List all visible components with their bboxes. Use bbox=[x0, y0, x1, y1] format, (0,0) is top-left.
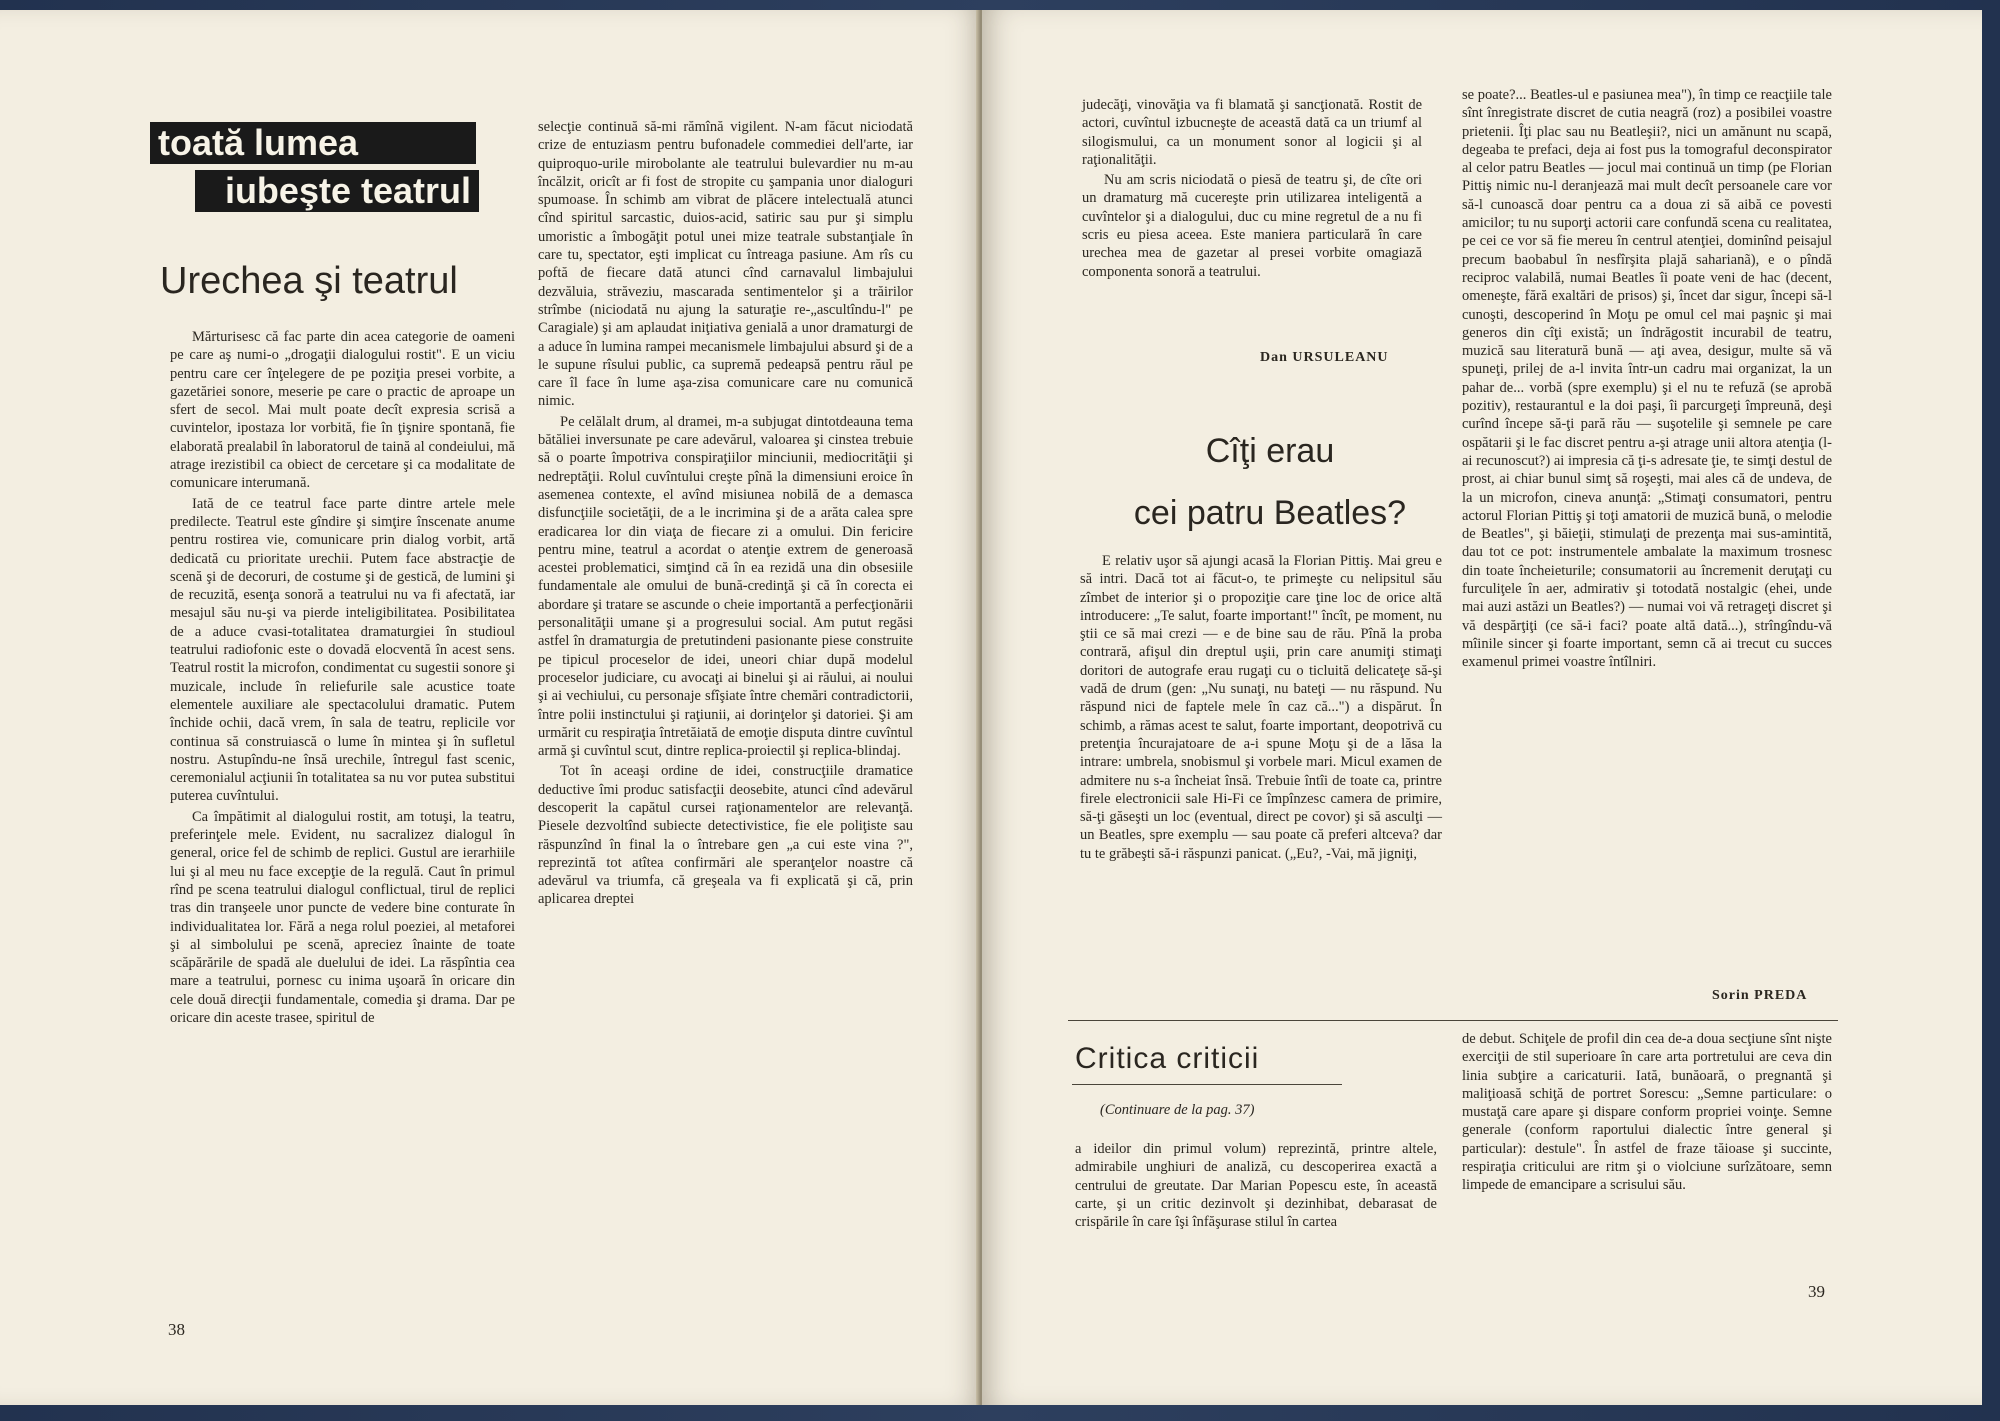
page-number-left: 38 bbox=[168, 1320, 185, 1339]
paragraph: E relativ uşor să ajungi acasă la Florian Pittiş. Mai greu e să intri. Dacă tot ai făcut-o, te primeşte cu nelipsitul său zîmbet de interior şi o propoziţie care ţine loc de orice altă introducere: „Te salut, foarte important!" încît, pe moment, nu ştii ce să mai crezi — e de bine sau de rău. Pînă la proba contrară, afişul din dreptul uşii, prin care anumiţi stimaţi doritori de autografe erau rugaţi cu o ticluită delicateţe să-şi vadă de drum (gen: „Nu sunaţi, nu bateţi — nu răspund. Nu răspund nici de faptele mele în caz că...") a dispărut. În schimb, a rămas acest te salut, foarte important, deopotrivă cu pretenţia încurajatoare de a-i spune Moţu şi de a lăsa la intrare: umbrela, snobismul şi vorbele mari. Micul examen de admitere nu s-a încheiat însă. Trebuie întîi de toate ca, printre firele electronicii sale Hi-Fi ce împînzesc camera de primire, să-ţi găseşti un loc (eventual, direct pe covor) şi să asculţi — un Beatles, spre exemplu — sau poate că preferi altceva? dar tu te grăbeşti să-i răspunzi panicat. („Eu?, -Vai, mă jigniţi, bbox=[1080, 553, 1442, 862]
continuation-note: (Continuare de la pag. 37) bbox=[1100, 1102, 1255, 1118]
right-column-2-critica bbox=[1462, 1030, 1832, 1195]
paragraph: Ca împătimit al dialogului rostit, am totuşi, la teatru, preferinţele mele. Evident, nu sacralizez dialogul în general, orice fel de schimb de replici. Gustul are ierarhiile lui şi al meu nu face excepţie de la regulă. Caut în primul rînd pe scena teatrului dialogul conflictual, tirul de replici tras din tranşeele unor puncte de vedere bine conturate în individualitatea lor. Fără a nega rolul poeziei, al metaforei şi al simbolului pe scenă, apreciez înainte de toate scăpărările de spadă ale duelului de idei. La răspîntia cea mare a teatrului, pornesc cu inima uşoară în oricare din cele două direcţii fundamentale, comedia şi drama. Dar pe oricare din aceste trasee, spiritul de bbox=[170, 808, 515, 1026]
paragraph: de debut. Schiţele de profil din cea de-a doua secţiune sînt nişte exerciţii de stil superioare în care arta portretului are ceva din linia subţire a caricaturii. Iată, bunăoară, o pregnantă şi maliţioasă schiţă de portret Sorescu: „Semne particulare: o mustaţă care apare şi dispare conform propriei voinţe. Semne generale (conform raportului dialectic între general şi particular): destule". În astfel de fraze tăioase şi succinte, respiraţia criticului are ritm şi o violciune surîzătoare, semn limpede de emancipare a scrisului său. bbox=[1462, 1031, 1832, 1194]
paragraph: se poate?... Beatles-ul e pasiunea mea"), în timp ce reacţiile tale sînt înregistrate discret de cutia neagră (roz) a posibilei voastre prietenii. Îţi plac sau nu Beatleşii?, nici un amănunt nu scapă, degeaba te prefaci, deja ai fost pus la tomograful deconspirator al celor patru Beatles — jocul mai continuă un timp (pe Florian Pittiş nimic nu-l deranjează mai mult decît persoanele care vor să-l cunoască doar pentru ca a doua zi să aibă ce povesti amicilor; tu nu suporţi actorii care confundă scena cu realitatea, pe cei ce vor să fie mereu în centrul atenţiei, dominînd peisajul precum baobabul în nesfîrşita plajă saharianã), e o pîndă reciproc valabilă, numai Beatles îi poate veni de hac (decent, omeneşte, fără exaltări de prisos) şi, încet dar sigur, începi să-l cunoşti, descoperind în Moţu pe omul cel mai paşnic şi mai generos din cîţi există; un îndrăgostit incurabil de teatru, muzică sau literatură bună — aţi avea, desigur, multe să vă spuneţi, prilej de a-l invita într-un cadru mai organizat, la un pahar de... vorbă (spre exemplu) şi el nu te refuză (se aprobă pozitiv), restaurantul e la doi paşi, îi parcurgeţi împreună, deşi curînd începe să-ţi pară rău — suşotelile şi semnele pe care ospătarii şi le fac discret pentru a-şi atrage unii altora atenţia (l-ai recunoscut?) ai impresia că ţi-s adresate ţie, te simţi destul de prost, ai chiar bunul simţ să roşeşti, mai ales că de undeva, de la un microfon, cineva anunţă: „Stimaţi consumatori, pentru actorul Florian Pittiş şi toţi amatorii de muzică bună, o melodie de Beatles", şi băieţii, stimulaţi de prezenţa mai sus-amintită, dau tot ce pot: instrumentele ambalate la maximum trosnesc din toate încheieturile; consumatorii au încremenit deruţaţi cu furculiţele în aer, admirativ şi totodată nostalgic (ehei, unde mai auzi astăzi un Beatles?) — numai voi vă retrageţi discret şi vă despărţiţi (ce să-i faci? poate altă dată...), strîngîndu-vă mîinile sincer şi foarte important, semn că ai trecut cu succes examenul primei voastre întîlniri. bbox=[1462, 87, 1832, 671]
beatles-article-title bbox=[1070, 420, 1470, 544]
banner-line-1: toată lumea bbox=[150, 122, 476, 164]
left-page bbox=[0, 10, 980, 1405]
paragraph: Pe celălalt drum, al dramei, m-a subjugat dintotdeauna tema bătăliei inversunate pe care adevărul, valoarea şi cinstea trebuie să o poarte împotriva conspiraţiilor minciunii, mediocrităţii şi nedreptăţii. Rolul cuvîntului creşte pînă la dimensiuni eroice în asemenea contexte, el avînd misiunea nobilă de a demasca disfuncţiile societăţii, de a le incrimina şi de a arăta calea spre eradicarea lor din viaţa de fiecare zi a omului. Din fericire pentru mine, teatrul a acordat o atenţie extrem de generoasă acestei problematici, simţind că în ea rezidă una din obsesiile fundamentale ale omului de bună-credinţă şi că în corecta ei abordare şi tratare se ascunde o cheie importantă a perfecţionării personalităţii umane şi a progresului social. Am putut regăsi astfel în dramaturgia de pretutindeni pasionante piese construite pe tipicul proceselor de idei, uneori chiar după modelul proceselor judiciare, cu avocaţi ai binelui şi ai răului, ai noului şi ai vechiului, cu personaje sfîşiate între chemări contradictorii, între polii instinctului şi raţiunii, ai dorinţelor şi datoriei. Şi am urmărit cu respiraţia întretăiată de emoţie disputa dintre cuvîntul armă şi cuvîntul scut, dintre replica-proiectil şi replica-blindaj. bbox=[538, 413, 913, 760]
paragraph: judecăţi, vinovăţia va fi blamată şi sancţionată. Rostit de actori, cuvîntul izbucneşte de această dată ca un triumf al silogismului, ca un monument sonor al logicii şi al raţionalităţii. bbox=[1082, 97, 1422, 168]
paragraph: a ideilor din primul volum) reprezintă, printre altele, admirabile unghiuri de analiză, cu descoperirea exactă a centrului de greutate. Dar Marian Popescu este, în această carte, şi un critic dezinvolt şi dezinhibat, debarasat de crispările în care îşi înfăşurase stilul în cartea bbox=[1075, 1141, 1437, 1231]
critica-article-title: Critica criticii bbox=[1075, 1042, 1260, 1075]
page-number-right: 39 bbox=[1808, 1282, 1825, 1301]
paragraph: Iată de ce teatrul face parte dintre artele mele predilecte. Teatrul este gîndire şi simţire înscenate anume pentru rostirea vie, comunicare prin dialog vorbit, artă dedicată cu prioritate urechii. Putem face abstracţie de scenă şi de decoruri, de costume şi de gestică, de lumini şi de recuzită, esenţa sonoră a teatrului nu va fi afectată, iar mesajul său nu-şi va pierde inteligibilitatea. Posibilitatea de a aduce cvasi-totalitatea dramaturgiei în studioul teatrului radiofonic este o dovadă elocventă în acest sens. Teatrul rostit la microfon, condimentat cu sugestii sonore şi muzicale, include în reliefurile sale acustice toate elementele auxiliare ale spectacolului dramatic. Putem închide ochii, dacă vrem, în sala de teatru, replicile vor continua să construiască o lume în mintea şi în sufletul nostru. Astupîndu-ne însă urechile, întregul fast scenic, ceremonialul acţiunii în totalitatea sa nu vor putea substitui puterea cuvîntului. bbox=[170, 495, 515, 805]
paragraph: selecţie continuă să-mi rămînă vigilent. N-am făcut niciodată crize de entuziasm pentru bufonadele commediei dell'arte, iar quiproquo-urile mirobolante ale teatrului bulevardier nu m-au încălzit, oricît ar fi fost de stropite cu şampania unor dialoguri spumoase. În schimb am vibrat de plăcere intelectuală atunci cînd spiritul sarcastic, duios-acid, satiric sau pur şi simplu umoristic a îmbogăţit potul unei mize teatrale substanţiale în care tu, spectator, eşti implicat cu întreaga pasiune. Am rîs cu poftă de fiecare dată atunci cînd carnavalul limbajului dezvăluia, străveziu, mascarada sentimentelor şi a trăirilor strîmbe (niciodată nu ajung la saturaţie re-„ascultîndu-l" pe Caragiale) şi am aplaudat iniţiativa genială a unor dramaturgi de a aduce în lumina rampei mecanismele limbajului absurd şi de a le supune rîsului public, ca supremă pedeapsă pentru răul pe care îl face în lume aşa-zisa comunicare care nu comunică nimic. bbox=[538, 119, 913, 410]
beatles-title-line-2: cei patru Beatles? bbox=[1133, 494, 1407, 532]
author-signature-1: Dan URSULEANU bbox=[1260, 350, 1389, 365]
left-column-2 bbox=[538, 118, 913, 909]
paragraph: Tot în aceaşi ordine de idei, construcţiile dramatice deductive îmi produc satisfacţii deosebite, atunci cînd adevărul descoperit la capătul cursei raţionamentelor are relevanţă. Piesele dezvoltînd subiecte detectivistice, fie ele poliţiste sau răspunzînd în final la o întrebare gen „a cui este vina ?", reprezintă tot atîtea confirmări ale speranţelor noastre că adevărul va triumfa, că greşeala va fi explicată şi că, prin aplicarea dreptei bbox=[538, 763, 913, 908]
right-column-1-top bbox=[1082, 96, 1422, 281]
left-column-1 bbox=[170, 328, 515, 1027]
right-column-1-critica bbox=[1075, 1140, 1437, 1231]
author-signature-2: Sorin PREDA bbox=[1712, 988, 1808, 1003]
right-column-1-beatles bbox=[1080, 552, 1442, 863]
beatles-title-line-1: Cîţi erau bbox=[1205, 432, 1335, 470]
section-banner bbox=[150, 122, 480, 212]
paragraph: Nu am scris niciodată o piesă de teatru şi, de cîte ori un dramaturg mă cucereşte prin utilizarea inteligentă a cuvîntelor şi a dialogului, duc cu mine regretul de a nu fi scris eu piesa aceea. Este maniera particulară în care urechea mea de gazetar al presei vorbite omagiază componenta sonoră a teatrului. bbox=[1082, 172, 1422, 280]
right-column-2 bbox=[1462, 86, 1832, 672]
banner-line-2: iubeşte teatrul bbox=[195, 170, 479, 212]
paragraph: Mărturisesc că fac parte din acea categorie de oameni pe care aş numi-o „drogaţii dialogului rostit". E un viciu pentru care cer înţelegere de pe poziţia presei vorbite, a gazetăriei sonore, meserie pe care o practic de aproape un sfert de secol. Mai mult poate decît expresia scrisă a cuvintelor, ipostaza lor vorbită, fie în ţişnire spontană, fie elaborată prealabil în laboratorul de taină al condeiului, mă atrage irezistibil ca obiect de cercetare şi ca modalitate de comunicare interumană. bbox=[170, 329, 515, 492]
divider-rule bbox=[1068, 1020, 1838, 1021]
article-title: Urechea şi teatrul bbox=[160, 260, 458, 302]
title-underline bbox=[1072, 1084, 1342, 1085]
